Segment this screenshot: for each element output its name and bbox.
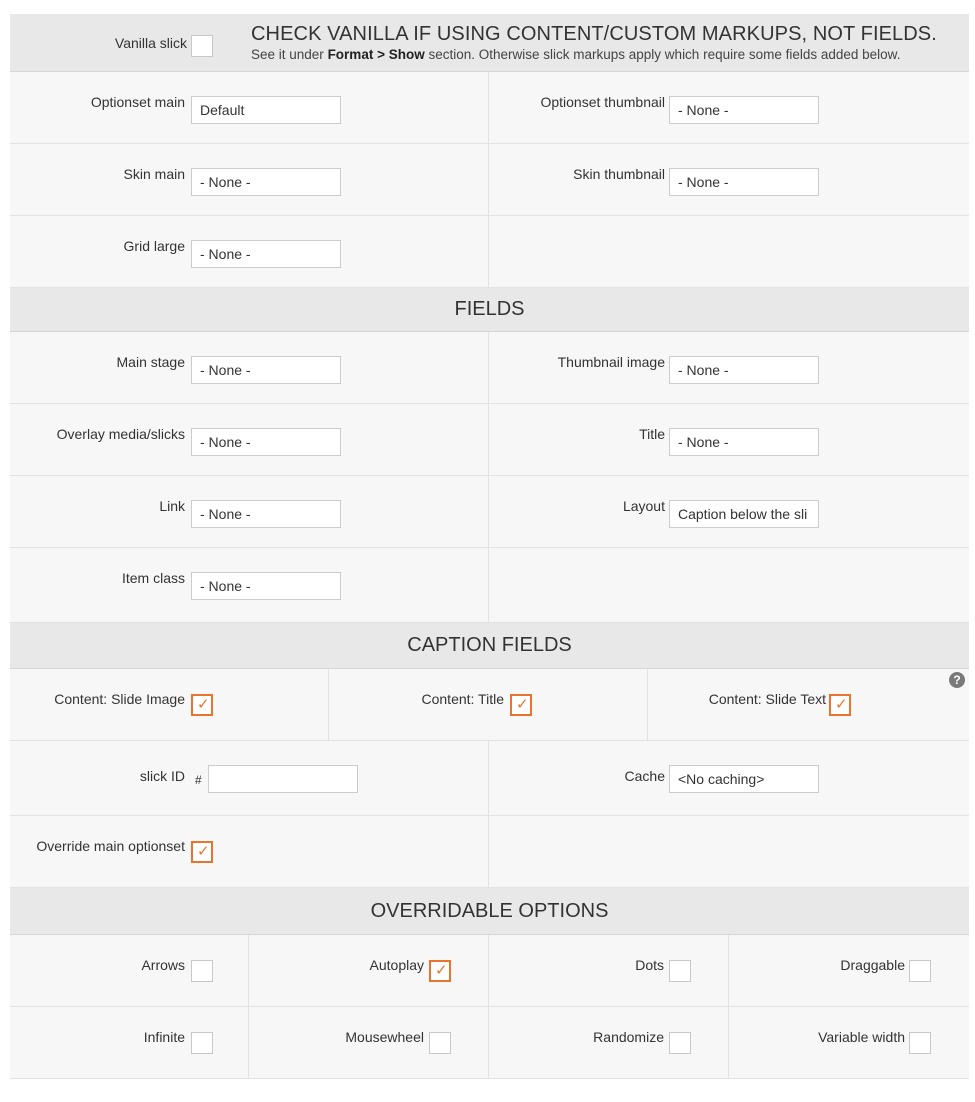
cache-cell <box>489 741 969 815</box>
grid-large-select[interactable]: - None - <box>191 240 341 268</box>
check-icon: ✓ <box>516 696 529 713</box>
randomize-checkbox[interactable] <box>669 1032 691 1054</box>
override-label: Override main optionset <box>36 838 185 854</box>
slide-image-cell <box>10 669 329 740</box>
mousewheel-label: Mousewheel <box>345 1029 424 1045</box>
title-select[interactable]: - None - <box>669 428 819 456</box>
title-cell <box>489 404 969 475</box>
slick-id-prefix: # <box>195 773 202 787</box>
infinite-label: Infinite <box>143 1029 185 1045</box>
skin-thumbnail-select[interactable]: - None - <box>669 168 819 196</box>
cache-label: Cache <box>624 768 665 784</box>
thumbnail-image-select[interactable]: - None - <box>669 356 819 384</box>
dots-checkbox[interactable] <box>669 960 691 982</box>
optionset-main-cell <box>10 72 489 143</box>
empty-cell <box>489 216 969 287</box>
randomize-label: Randomize <box>593 1029 664 1045</box>
grid-large-label: Grid large <box>123 238 185 254</box>
main-stage-cell <box>10 332 489 403</box>
empty-cell <box>489 548 969 622</box>
skin-thumbnail-cell <box>489 144 969 215</box>
main-stage-label: Main stage <box>116 354 185 370</box>
check-icon: ✓ <box>835 696 848 713</box>
thumbnail-image-cell <box>489 332 969 403</box>
main-stage-select[interactable]: - None - <box>191 356 341 384</box>
skin-main-label: Skin main <box>123 166 185 182</box>
item-class-cell <box>10 548 489 622</box>
link-label: Link <box>159 498 185 514</box>
skin-main-cell <box>10 144 489 215</box>
slick-id-label: slick ID <box>139 768 185 784</box>
infinite-cell <box>10 1007 249 1078</box>
overlay-select[interactable]: - None - <box>191 428 341 456</box>
vanilla-description: See it under Format > Show section. Otherwise slick markups apply which require some fields added below. <box>251 47 901 62</box>
main-stage-row <box>10 332 969 404</box>
overlay-cell <box>10 404 489 475</box>
vanilla-slick-label: Vanilla slick <box>114 35 187 51</box>
item-class-label: Item class <box>121 570 185 586</box>
caption-title-label: Content: Title <box>421 691 504 707</box>
grid-large-cell <box>10 216 489 287</box>
overridable-row-2 <box>10 1007 969 1079</box>
optionset-main-label: Optionset main <box>90 94 185 110</box>
overlay-row <box>10 404 969 476</box>
autoplay-label: Autoplay <box>369 957 424 973</box>
slide-text-label: Content: Slide Text <box>708 691 826 707</box>
dots-cell <box>489 935 729 1006</box>
slick-id-input[interactable] <box>208 765 358 793</box>
autoplay-cell <box>249 935 489 1006</box>
layout-cell <box>489 476 969 547</box>
override-row <box>10 816 969 888</box>
arrows-label: Arrows <box>141 957 185 973</box>
draggable-cell <box>729 935 969 1006</box>
empty-cell <box>489 816 969 887</box>
skin-row <box>10 144 969 216</box>
grid-row <box>10 216 969 288</box>
mousewheel-cell <box>249 1007 489 1078</box>
slick-id-row <box>10 741 969 816</box>
check-icon: ✓ <box>435 962 448 979</box>
help-icon[interactable]: ? <box>949 672 965 688</box>
layout-select[interactable]: Caption below the sli <box>669 500 819 528</box>
mousewheel-checkbox[interactable] <box>429 1032 451 1054</box>
slick-settings-form <box>10 14 969 1079</box>
optionset-thumbnail-cell <box>489 72 969 143</box>
arrows-checkbox[interactable] <box>191 960 213 982</box>
fields-heading: FIELDS <box>10 288 969 332</box>
optionset-main-select[interactable]: Default <box>191 96 341 124</box>
slide-text-cell <box>648 669 969 740</box>
skin-main-select[interactable]: - None - <box>191 168 341 196</box>
link-row <box>10 476 969 548</box>
link-cell <box>10 476 489 547</box>
draggable-checkbox[interactable] <box>909 960 931 982</box>
infinite-checkbox[interactable] <box>191 1032 213 1054</box>
item-class-row <box>10 548 969 623</box>
slick-id-cell <box>10 741 489 815</box>
caption-title-checkbox[interactable] <box>510 694 532 716</box>
title-label: Title <box>639 426 665 442</box>
skin-thumbnail-label: Skin thumbnail <box>573 166 665 182</box>
overlay-label: Overlay media/slicks <box>56 426 185 442</box>
override-cell <box>10 816 489 887</box>
vanilla-slick-checkbox[interactable] <box>191 35 213 57</box>
thumbnail-image-label: Thumbnail image <box>557 354 665 370</box>
link-select[interactable]: - None - <box>191 500 341 528</box>
title-caption-cell <box>329 669 648 740</box>
slide-image-checkbox[interactable] <box>191 694 213 716</box>
draggable-label: Draggable <box>840 957 905 973</box>
dots-label: Dots <box>635 957 664 973</box>
override-checkbox[interactable] <box>191 841 213 863</box>
vanilla-banner <box>10 14 969 72</box>
autoplay-checkbox[interactable] <box>429 960 451 982</box>
caption-fields-heading: CAPTION FIELDS <box>10 623 969 669</box>
caption-checkboxes-row <box>10 669 969 741</box>
arrows-cell <box>10 935 249 1006</box>
optionset-row <box>10 72 969 144</box>
overridable-heading: OVERRIDABLE OPTIONS <box>10 888 969 935</box>
variable-width-checkbox[interactable] <box>909 1032 931 1054</box>
variable-width-cell <box>729 1007 969 1078</box>
check-icon: ✓ <box>197 696 210 713</box>
vanilla-heading: CHECK VANILLA IF USING CONTENT/CUSTOM MARKUPS, NOT FIELDS. <box>251 23 937 45</box>
variable-width-label: Variable width <box>818 1029 905 1045</box>
optionset-thumbnail-select[interactable]: - None - <box>669 96 819 124</box>
item-class-select[interactable]: - None - <box>191 572 341 600</box>
slide-text-checkbox[interactable] <box>829 694 851 716</box>
cache-select[interactable]: <No caching> <box>669 765 819 793</box>
slide-image-label: Content: Slide Image <box>54 691 185 707</box>
overridable-row-1 <box>10 935 969 1007</box>
optionset-thumbnail-label: Optionset thumbnail <box>540 94 665 110</box>
check-icon: ✓ <box>197 843 210 860</box>
randomize-cell <box>489 1007 729 1078</box>
layout-label: Layout <box>622 498 665 514</box>
